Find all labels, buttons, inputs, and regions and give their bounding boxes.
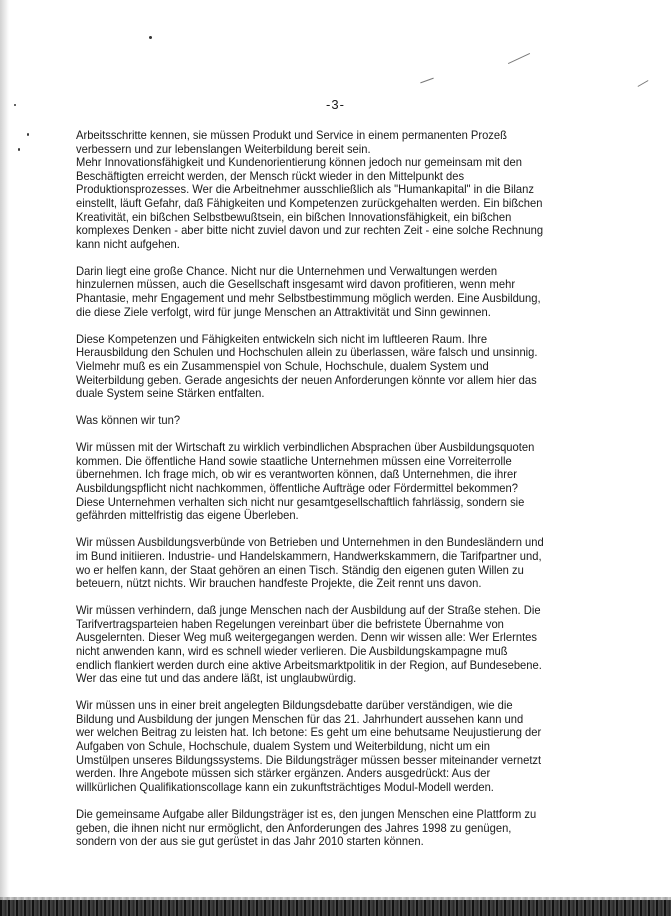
- text-line: einstellt, läuft Gefahr, daß Fähigkeiten und Kompetenzen zurückgehalten werden. Ein bißchen: [76, 196, 543, 210]
- paragraph: [76, 414, 616, 428]
- text-line: Darin liegt eine große Chance. Nicht nur die Unternehmen und Verwaltungen werden: [76, 264, 498, 278]
- paragraph-gap: [76, 401, 616, 415]
- text-line: Aufgaben von Schule, Hochschule, dualem System und Weiterbildung, nicht um ein: [76, 740, 491, 754]
- text-line: wo er helfen kann, der Staat gehören an einen Tisch. Ständig den eigenen guten Willen zu: [76, 563, 524, 577]
- scan-mark: [508, 53, 530, 64]
- text-line: endlich flankiert werden durch eine aktive Arbeitsmarktpolitik in der Region, auf Bundesebene.: [76, 658, 542, 672]
- text-line: Vielmehr muß es ein Zusammenspiel von Schule, Hochschule, dualem System und: [76, 359, 489, 373]
- scan-mark: [420, 78, 433, 84]
- text-line: wer welchen Beitrag zu leisten hat. Ich betone: Es geht um eine behutsame Neujustierung der: [76, 726, 542, 740]
- text-line: Produktionsprozesses. Wer die Arbeitnehmer ausschließlich als "Humankapital" in die Bilanz: [76, 183, 534, 197]
- text-line: Die gemeinsame Aufgabe aller Bildungsträger ist es, den jungen Menschen eine Plattform zu: [76, 807, 537, 821]
- text-line: übernehmen. Ich frage mich, ob wir es verantworten können, daß Unternehmen, die ihrer: [76, 468, 517, 482]
- text-line: verbessern und zur lebenslangen Weiterbildung bereit sein.: [76, 142, 371, 156]
- paragraph-gap: [76, 794, 616, 808]
- scan-edge-shadow: [0, 0, 9, 916]
- text-line: hinzulernen müssen, auch die Gesellschaft insgesamt wird davon profitieren, wenn mehr: [76, 278, 516, 292]
- text-line: Arbeitsschritte kennen, sie müssen Produkt und Service in einem permanenten Prozeß: [76, 129, 507, 142]
- text-line: Ausbildungspflicht nicht nachkommen, öffentliche Aufträge oder Fördermittel bekommen?: [76, 482, 518, 496]
- text-line: Beschäftigten erreicht werden, der Mensch rückt wieder in den Mittelpunkt des: [76, 169, 465, 183]
- text-line: im Bund initiieren. Industrie- und Handelskammern, Handwerkskammern, die Tarifpartner und,: [76, 549, 542, 563]
- page-number: -3-: [326, 97, 345, 112]
- text-line: kann nicht aufgehen.: [76, 237, 180, 251]
- paragraph-gap: [76, 251, 616, 265]
- paragraph-gap: [76, 686, 616, 700]
- scan-speck: [149, 36, 152, 39]
- text-line: Diese Kompetenzen und Fähigkeiten entwickeln sich nicht im luftleeren Raum. Ihre: [76, 332, 488, 346]
- text-line: Tarifvertragsparteien haben Regelungen vereinbart über die befristete Übernahme von: [76, 617, 504, 631]
- text-line: duale System seine Stärken entfalten.: [76, 387, 265, 401]
- text-line: Wir müssen uns in einer breit angelegten Bildungsdebatte darüber verständigen, wie die: [76, 699, 513, 713]
- text-line: nicht anwenden kann, wird es schnell wieder verlieren. Die Ausbildungskampagne muß: [76, 645, 508, 658]
- text-line: Wer das eine tut und das andere läßt, ist unglaubwürdig.: [76, 672, 357, 686]
- paragraph: [76, 699, 616, 794]
- paragraph: [76, 441, 616, 523]
- text-line: beteuern, nützt nichts. Wir brauchen handfeste Projekte, die Zeit rennt uns davon.: [76, 577, 482, 591]
- paragraph: [76, 604, 616, 686]
- text-line: Weiterbildung geben. Gerade angesichts der neuen Anforderungen könnte vor allem hier das: [76, 373, 537, 387]
- text-line: willkürlichen Qualifikationscollage kann ein zukunftsträchtiges Modul-Modell werden.: [76, 780, 494, 794]
- document-body: [76, 129, 616, 849]
- scan-speck: [27, 133, 29, 136]
- text-line: Diese Unternehmen verhalten sich nicht nur gesamtgesellschaftlich fahrlässig, sondern sie: [76, 495, 525, 509]
- text-line: Bildung und Ausbildung der jungen Menschen für das 21. Jahrhundert aussehen kann und: [76, 712, 524, 726]
- paragraph: [76, 536, 616, 590]
- text-line: komplexes Denken - aber bitte nicht zuviel davon und zur rechten Zeit - eine solche Rechnung: [76, 224, 544, 238]
- scan-speck: [18, 148, 20, 151]
- text-line: Phantasie, mehr Engagement und mehr Selbstbestimmung möglich werden. Eine Ausbildung,: [76, 292, 541, 306]
- text-line: werden. Ihre Angebote müssen sich stärker ergänzen. Anders ausgedrückt: Aus der: [76, 767, 491, 781]
- paragraph: [76, 129, 616, 251]
- text-line: Wir müssen verhindern, daß junge Menschen nach der Ausbildung auf der Straße stehen. Die: [76, 604, 541, 618]
- text-line: Mehr Innovationsfähigkeit und Kundenorientierung können jedoch nur gemeinsam mit den: [76, 156, 522, 170]
- paragraph-gap: [76, 591, 616, 605]
- text-line: Kreativität, ein bißchen Selbstbewußtsein, ein bißchen Innovationsfähigkeit, ein bißchen: [76, 210, 512, 224]
- paragraph-gap: [76, 428, 616, 442]
- text-line: Wir müssen mit der Wirtschaft zu wirklich verbindlichen Absprachen über Ausbildungsquoten: [76, 441, 535, 455]
- text-line: Was können wir tun?: [76, 414, 181, 428]
- text-line: sondern von der aus sie gut gerüstet in das Jahr 2010 starten können.: [76, 835, 424, 849]
- text-line: gefährden mittelfristig das eigene Überleben.: [76, 509, 299, 523]
- text-line: Wir müssen Ausbildungsverbünde von Betrieben und Unternehmen in den Bundesländern und: [76, 536, 544, 550]
- text-line: Ausgelernten. Dieser Weg muß weitergegangen werden. Denn wir wissen alle: Wer Erlerntes: [76, 631, 537, 645]
- paragraph-gap: [76, 523, 616, 537]
- paragraph: [76, 265, 616, 319]
- text-line: Umstülpen unseres Bildungssystems. Die Bildungsträger müssen besser miteinander vernetzt: [76, 753, 542, 767]
- text-line: die diese Ziele verfolgt, wird für junge Menschen an Attraktivität und Sinn gewinnen.: [76, 305, 491, 319]
- text-line: geben, die ihnen nicht nur ermöglicht, den Anforderungen des Jahres 1998 zu genügen,: [76, 821, 512, 835]
- text-line: Herausbildung den Schulen und Hochschulen allein zu überlassen, wäre falsch und unsinnig.: [76, 346, 538, 360]
- scan-bottom-artifact: [0, 900, 671, 916]
- scan-mark: [638, 80, 649, 87]
- paragraph: [76, 808, 616, 849]
- paragraph-gap: [76, 319, 616, 333]
- paragraph: [76, 333, 616, 401]
- text-line: kommen. Die öffentliche Hand sowie staatliche Unternehmen müssen eine Vorreiterrolle: [76, 454, 512, 468]
